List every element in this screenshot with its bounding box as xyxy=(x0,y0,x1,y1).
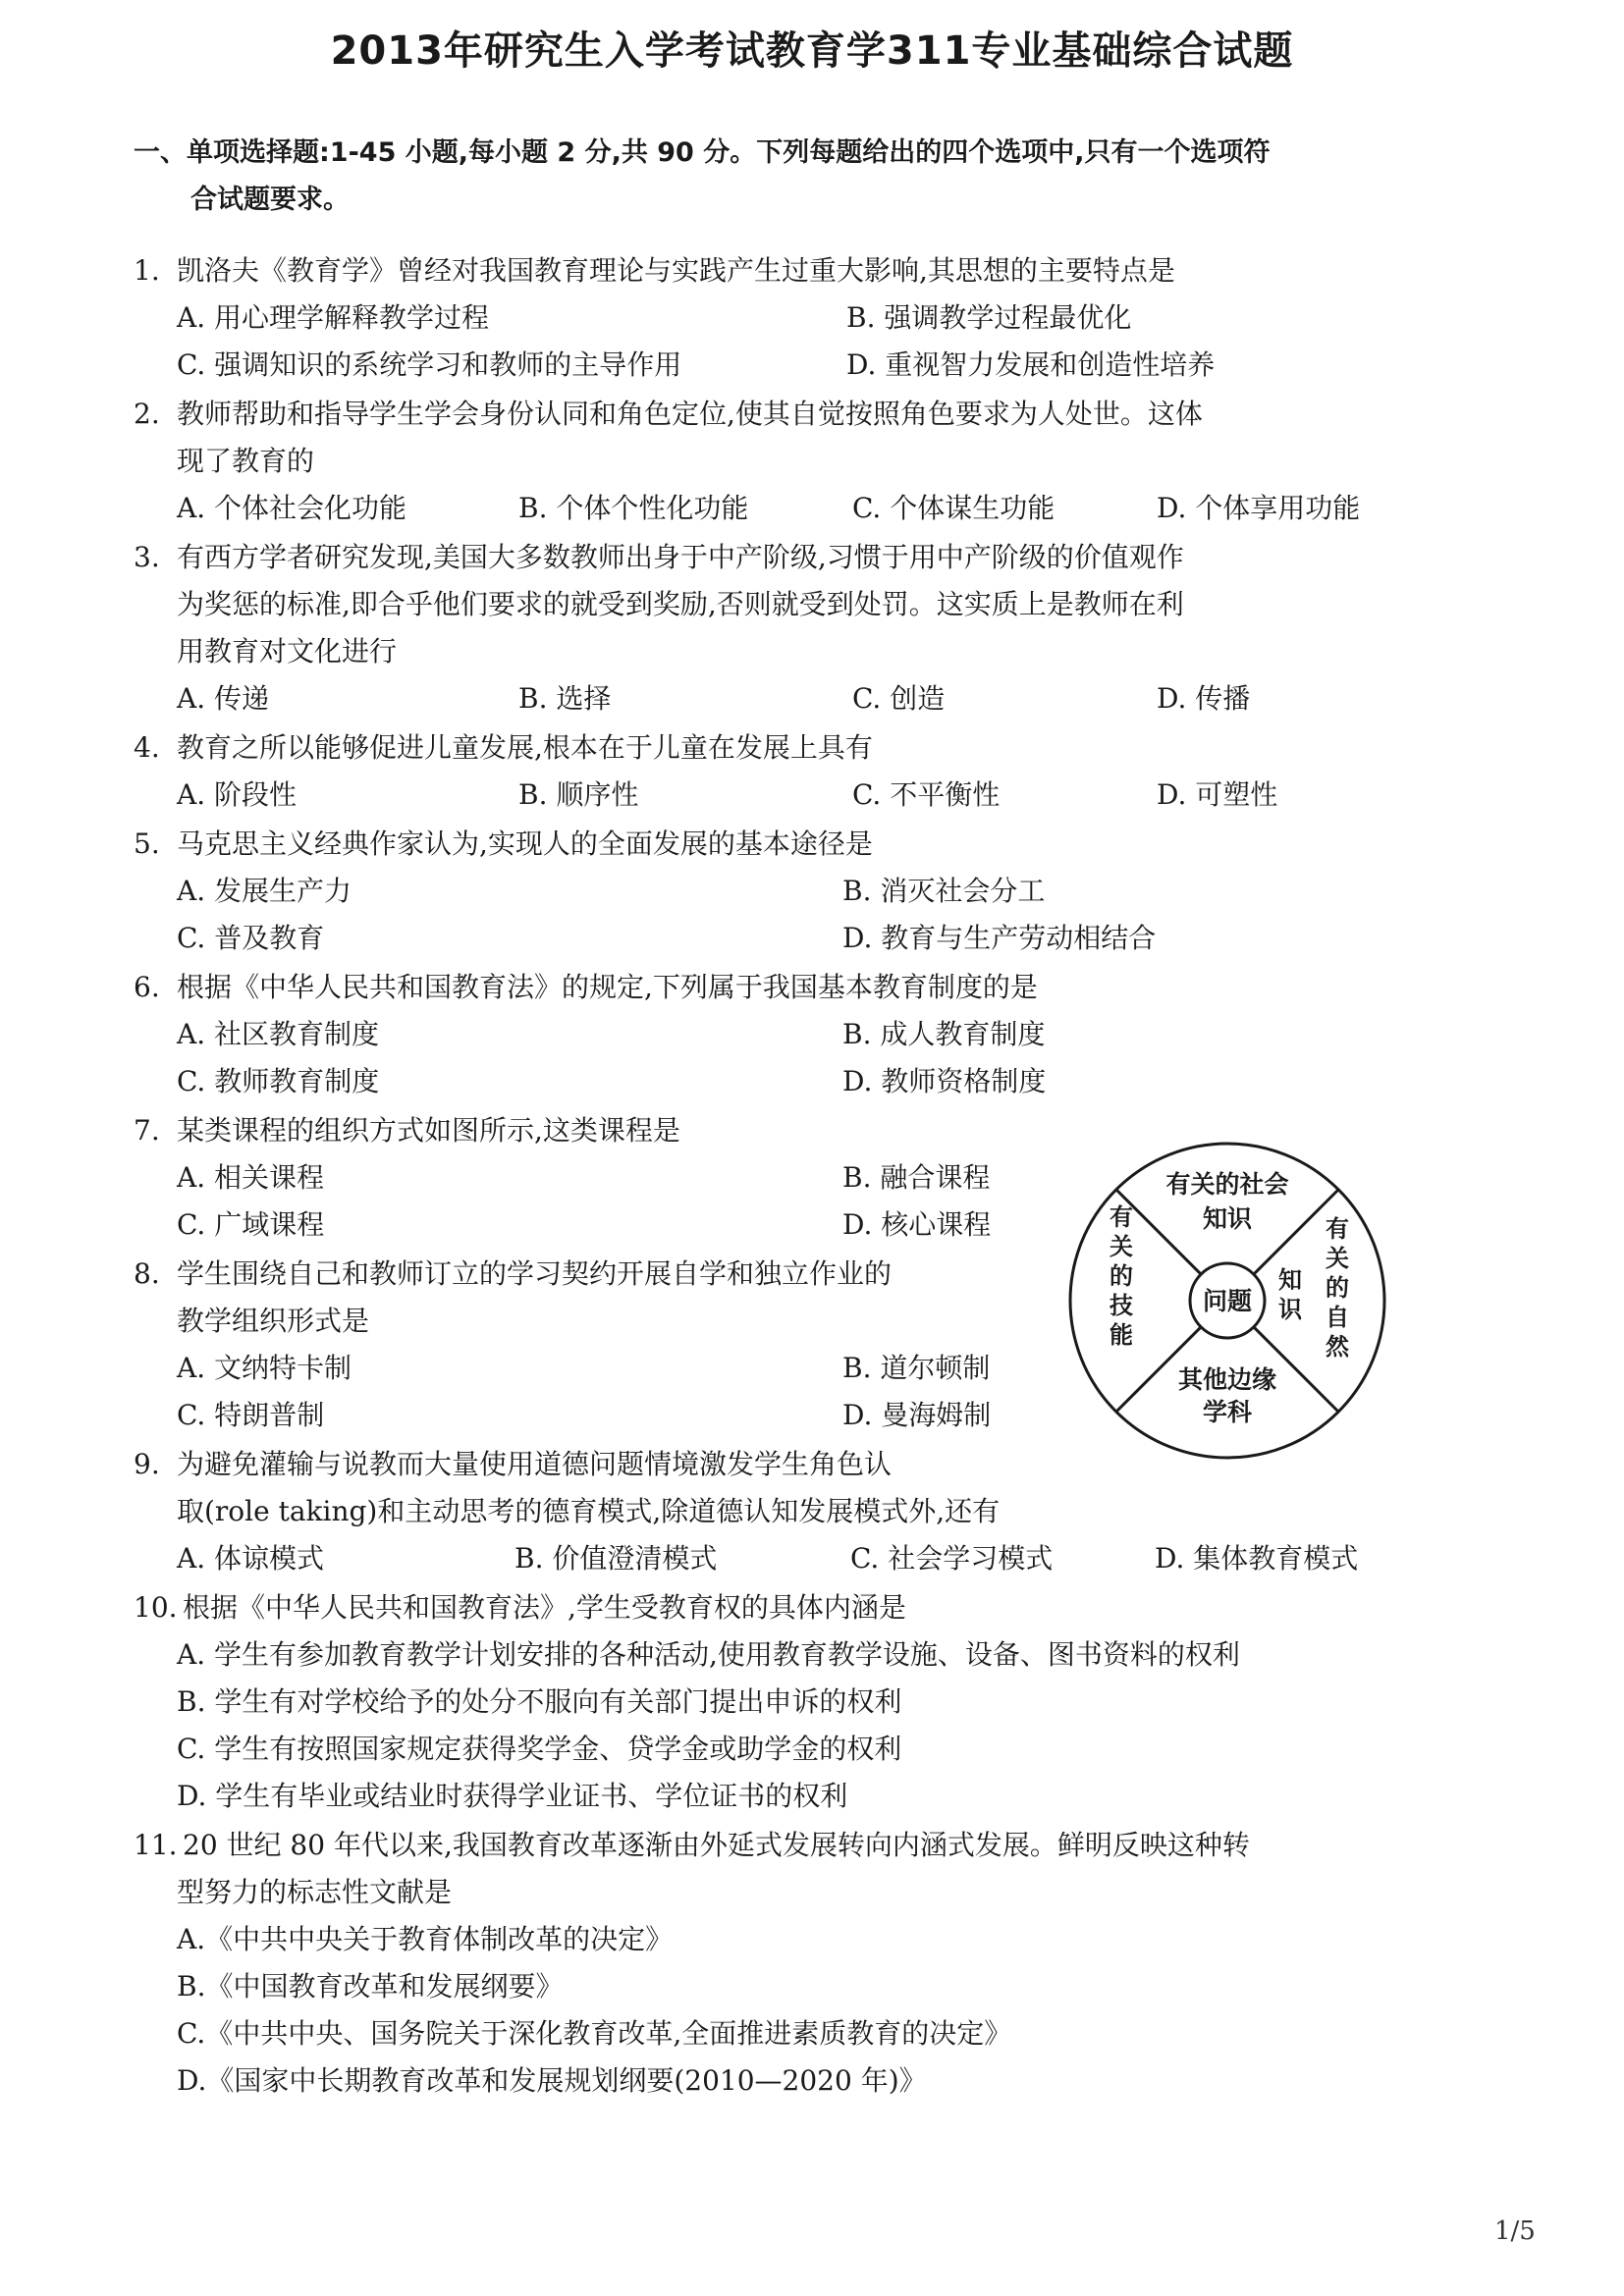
option-d: D. 集体教育模式 xyxy=(1155,1542,1359,1575)
question-5 xyxy=(134,821,873,868)
left-char: 能 xyxy=(1110,1321,1133,1349)
section-instructions xyxy=(134,130,1508,224)
left-char: 的 xyxy=(1110,1262,1133,1290)
question-number: 10. xyxy=(134,1591,178,1624)
question-11 xyxy=(134,1822,1250,1916)
center-label: 问题 xyxy=(1202,1287,1253,1315)
question-9 xyxy=(134,1441,1000,1535)
page-title: 2013年研究生入学考试教育学311专业基础综合试题 xyxy=(330,28,1294,74)
left-char: 技 xyxy=(1110,1292,1133,1319)
option-d: D. 核心课程 xyxy=(842,1208,992,1241)
option-a: A. 传递 xyxy=(177,682,270,715)
question-number: 11. xyxy=(134,1829,178,1861)
option-b: B. 融合课程 xyxy=(842,1161,991,1194)
question-stem: 根据《中华人民共和国教育法》,学生受教育权的具体内涵是 xyxy=(183,1591,906,1624)
question-stem: 某类课程的组织方式如图所示,这类课程是 xyxy=(177,1114,680,1147)
option-a: A. 用心理学解释教学过程 xyxy=(177,301,490,334)
bottom-label-line-1: 其他边缘 xyxy=(1177,1365,1277,1394)
right-inner-char: 识 xyxy=(1278,1296,1302,1323)
question-stem-continued: 用教育对文化进行 xyxy=(177,635,398,667)
question-stem-continued: 取(role taking)和主动思考的德育模式,除道德认知发展模式外,还有 xyxy=(177,1495,1001,1527)
page-number: 1/5 xyxy=(1494,2216,1536,2246)
question-6 xyxy=(134,964,1038,1011)
option-a: A. 文纳特卡制 xyxy=(177,1352,352,1384)
option-c: C. 社会学习模式 xyxy=(850,1542,1054,1575)
option-d: D. 教育与生产劳动相结合 xyxy=(842,922,1157,954)
option-b: B.《中国教育改革和发展纲要》 xyxy=(177,1970,564,2002)
option-d: D.《国家中长期教育改革和发展规划纲要(2010—2020 年)》 xyxy=(177,2064,927,2097)
option-b: B. 价值澄清模式 xyxy=(514,1542,718,1575)
question-7 xyxy=(134,1107,680,1154)
question-stem-continued: 教学组织形式是 xyxy=(177,1305,370,1337)
option-a: A. 阶段性 xyxy=(177,778,298,811)
option-d: D. 教师资格制度 xyxy=(842,1065,1047,1097)
question-1 xyxy=(134,247,1175,294)
question-stem: 20 世纪 80 年代以来,我国教育改革逐渐由外延式发展转向内涵式发展。鲜明反映这种转 xyxy=(183,1829,1250,1861)
option-c: C. 特朗普制 xyxy=(177,1399,325,1431)
right-outer-char: 有 xyxy=(1326,1215,1349,1243)
option-b: B. 强调教学过程最优化 xyxy=(846,301,1132,334)
question-stem: 凯洛夫《教育学》曾经对我国教育理论与实践产生过重大影响,其思想的主要特点是 xyxy=(177,254,1175,287)
question-stem: 有西方学者研究发现,美国大多数教师出身于中产阶级,习惯于用中产阶级的价值观作 xyxy=(177,541,1184,573)
option-d: D. 个体享用功能 xyxy=(1157,492,1361,524)
question-number: 8. xyxy=(134,1257,160,1290)
question-2 xyxy=(134,391,1203,485)
question-stem: 教育之所以能够促进儿童发展,根本在于儿童在发展上具有 xyxy=(177,731,873,764)
option-c: C. 不平衡性 xyxy=(852,778,1001,811)
option-b: B. 顺序性 xyxy=(518,778,639,811)
question-stem-continued: 为奖惩的标准,即合乎他们要求的就受到奖励,否则就受到处罚。这实质上是教师在利 xyxy=(177,588,1184,620)
question-stem: 教师帮助和指导学生学会身份认同和角色定位,使其自觉按照角色要求为人处世。这体 xyxy=(177,398,1203,430)
question-number: 3. xyxy=(134,541,160,573)
question-number: 7. xyxy=(134,1114,160,1147)
right-outer-char: 的 xyxy=(1326,1274,1349,1302)
option-c: C. 教师教育制度 xyxy=(177,1065,380,1097)
question-number: 1. xyxy=(134,254,160,287)
left-char: 关 xyxy=(1110,1233,1133,1260)
option-c: C. 广域课程 xyxy=(177,1208,325,1241)
option-d: D. 重视智力发展和创造性培养 xyxy=(846,348,1216,381)
question-4 xyxy=(134,724,873,772)
option-c: C.《中共中央、国务院关于深化教育改革,全面推进素质教育的决定》 xyxy=(177,2017,1012,2050)
question-stem-continued: 现了教育的 xyxy=(177,445,315,477)
option-a: A. 个体社会化功能 xyxy=(177,492,407,524)
question-stem: 学生围绕自己和教师订立的学习契约开展自学和独立作业的 xyxy=(177,1257,893,1290)
question-11-options xyxy=(177,1916,1011,2105)
right-inner-char: 知 xyxy=(1278,1266,1302,1294)
section-instructions-line-1: 一、单项选择题:1-45 小题,每小题 2 分,共 90 分。下列每题给出的四个选项中,只有一个选项符 xyxy=(134,137,1271,168)
bottom-label-line-2: 学科 xyxy=(1202,1398,1253,1426)
option-c: C. 普及教育 xyxy=(177,922,325,954)
question-stem: 为避免灌输与说教而大量使用道德问题情境激发学生角色认 xyxy=(177,1448,893,1480)
option-c: C. 学生有按照国家规定获得奖学金、贷学金或助学金的权利 xyxy=(177,1733,902,1765)
question-10 xyxy=(134,1584,906,1631)
option-c: C. 创造 xyxy=(852,682,946,715)
option-d: D. 曼海姆制 xyxy=(842,1399,992,1431)
option-a: A. 发展生产力 xyxy=(177,875,352,907)
option-b: B. 学生有对学校给予的处分不服向有关部门提出申诉的权利 xyxy=(177,1685,902,1718)
option-d: D. 可塑性 xyxy=(1157,778,1278,811)
top-label-line-1: 有关的社会 xyxy=(1165,1170,1289,1199)
question-8 xyxy=(134,1251,892,1345)
top-label-line-2: 知识 xyxy=(1202,1204,1253,1233)
question-number: 4. xyxy=(134,731,160,764)
option-b: B. 选择 xyxy=(518,682,612,715)
option-a: A.《中共中央关于教育体制改革的决定》 xyxy=(177,1923,674,1955)
option-c: C. 个体谋生功能 xyxy=(852,492,1056,524)
right-outer-char: 自 xyxy=(1326,1304,1349,1331)
option-b: B. 道尔顿制 xyxy=(842,1352,991,1384)
left-char: 有 xyxy=(1110,1203,1133,1231)
option-b: B. 个体个性化功能 xyxy=(518,492,749,524)
question-stem-continued: 型努力的标志性文献是 xyxy=(177,1876,453,1908)
question-stem: 根据《中华人民共和国教育法》的规定,下列属于我国基本教育制度的是 xyxy=(177,971,1038,1003)
question-3 xyxy=(134,534,1184,675)
option-c: C. 强调知识的系统学习和教师的主导作用 xyxy=(177,348,682,381)
right-outer-char: 关 xyxy=(1326,1245,1349,1272)
option-d: D. 传播 xyxy=(1157,682,1251,715)
question-number: 5. xyxy=(134,828,160,860)
question-10-options xyxy=(177,1631,1240,1820)
option-a: A. 社区教育制度 xyxy=(177,1018,380,1050)
question-number: 2. xyxy=(134,398,160,430)
option-a: A. 相关课程 xyxy=(177,1161,325,1194)
option-a: A. 体谅模式 xyxy=(177,1542,325,1575)
section-instructions-line-2: 合试题要求。 xyxy=(190,185,350,215)
option-b: B. 成人教育制度 xyxy=(842,1018,1046,1050)
question-stem: 马克思主义经典作家认为,实现人的全面发展的基本途径是 xyxy=(177,828,873,860)
right-outer-char: 然 xyxy=(1326,1333,1349,1361)
curriculum-diagram xyxy=(1062,1139,1392,1463)
option-b: B. 消灭社会分工 xyxy=(842,875,1046,907)
option-a: A. 学生有参加教育教学计划安排的各种活动,使用教育教学设施、设备、图书资料的权利 xyxy=(177,1638,1240,1671)
question-number: 6. xyxy=(134,971,160,1003)
option-d: D. 学生有毕业或结业时获得学业证书、学位证书的权利 xyxy=(177,1780,848,1812)
question-number: 9. xyxy=(134,1448,160,1480)
